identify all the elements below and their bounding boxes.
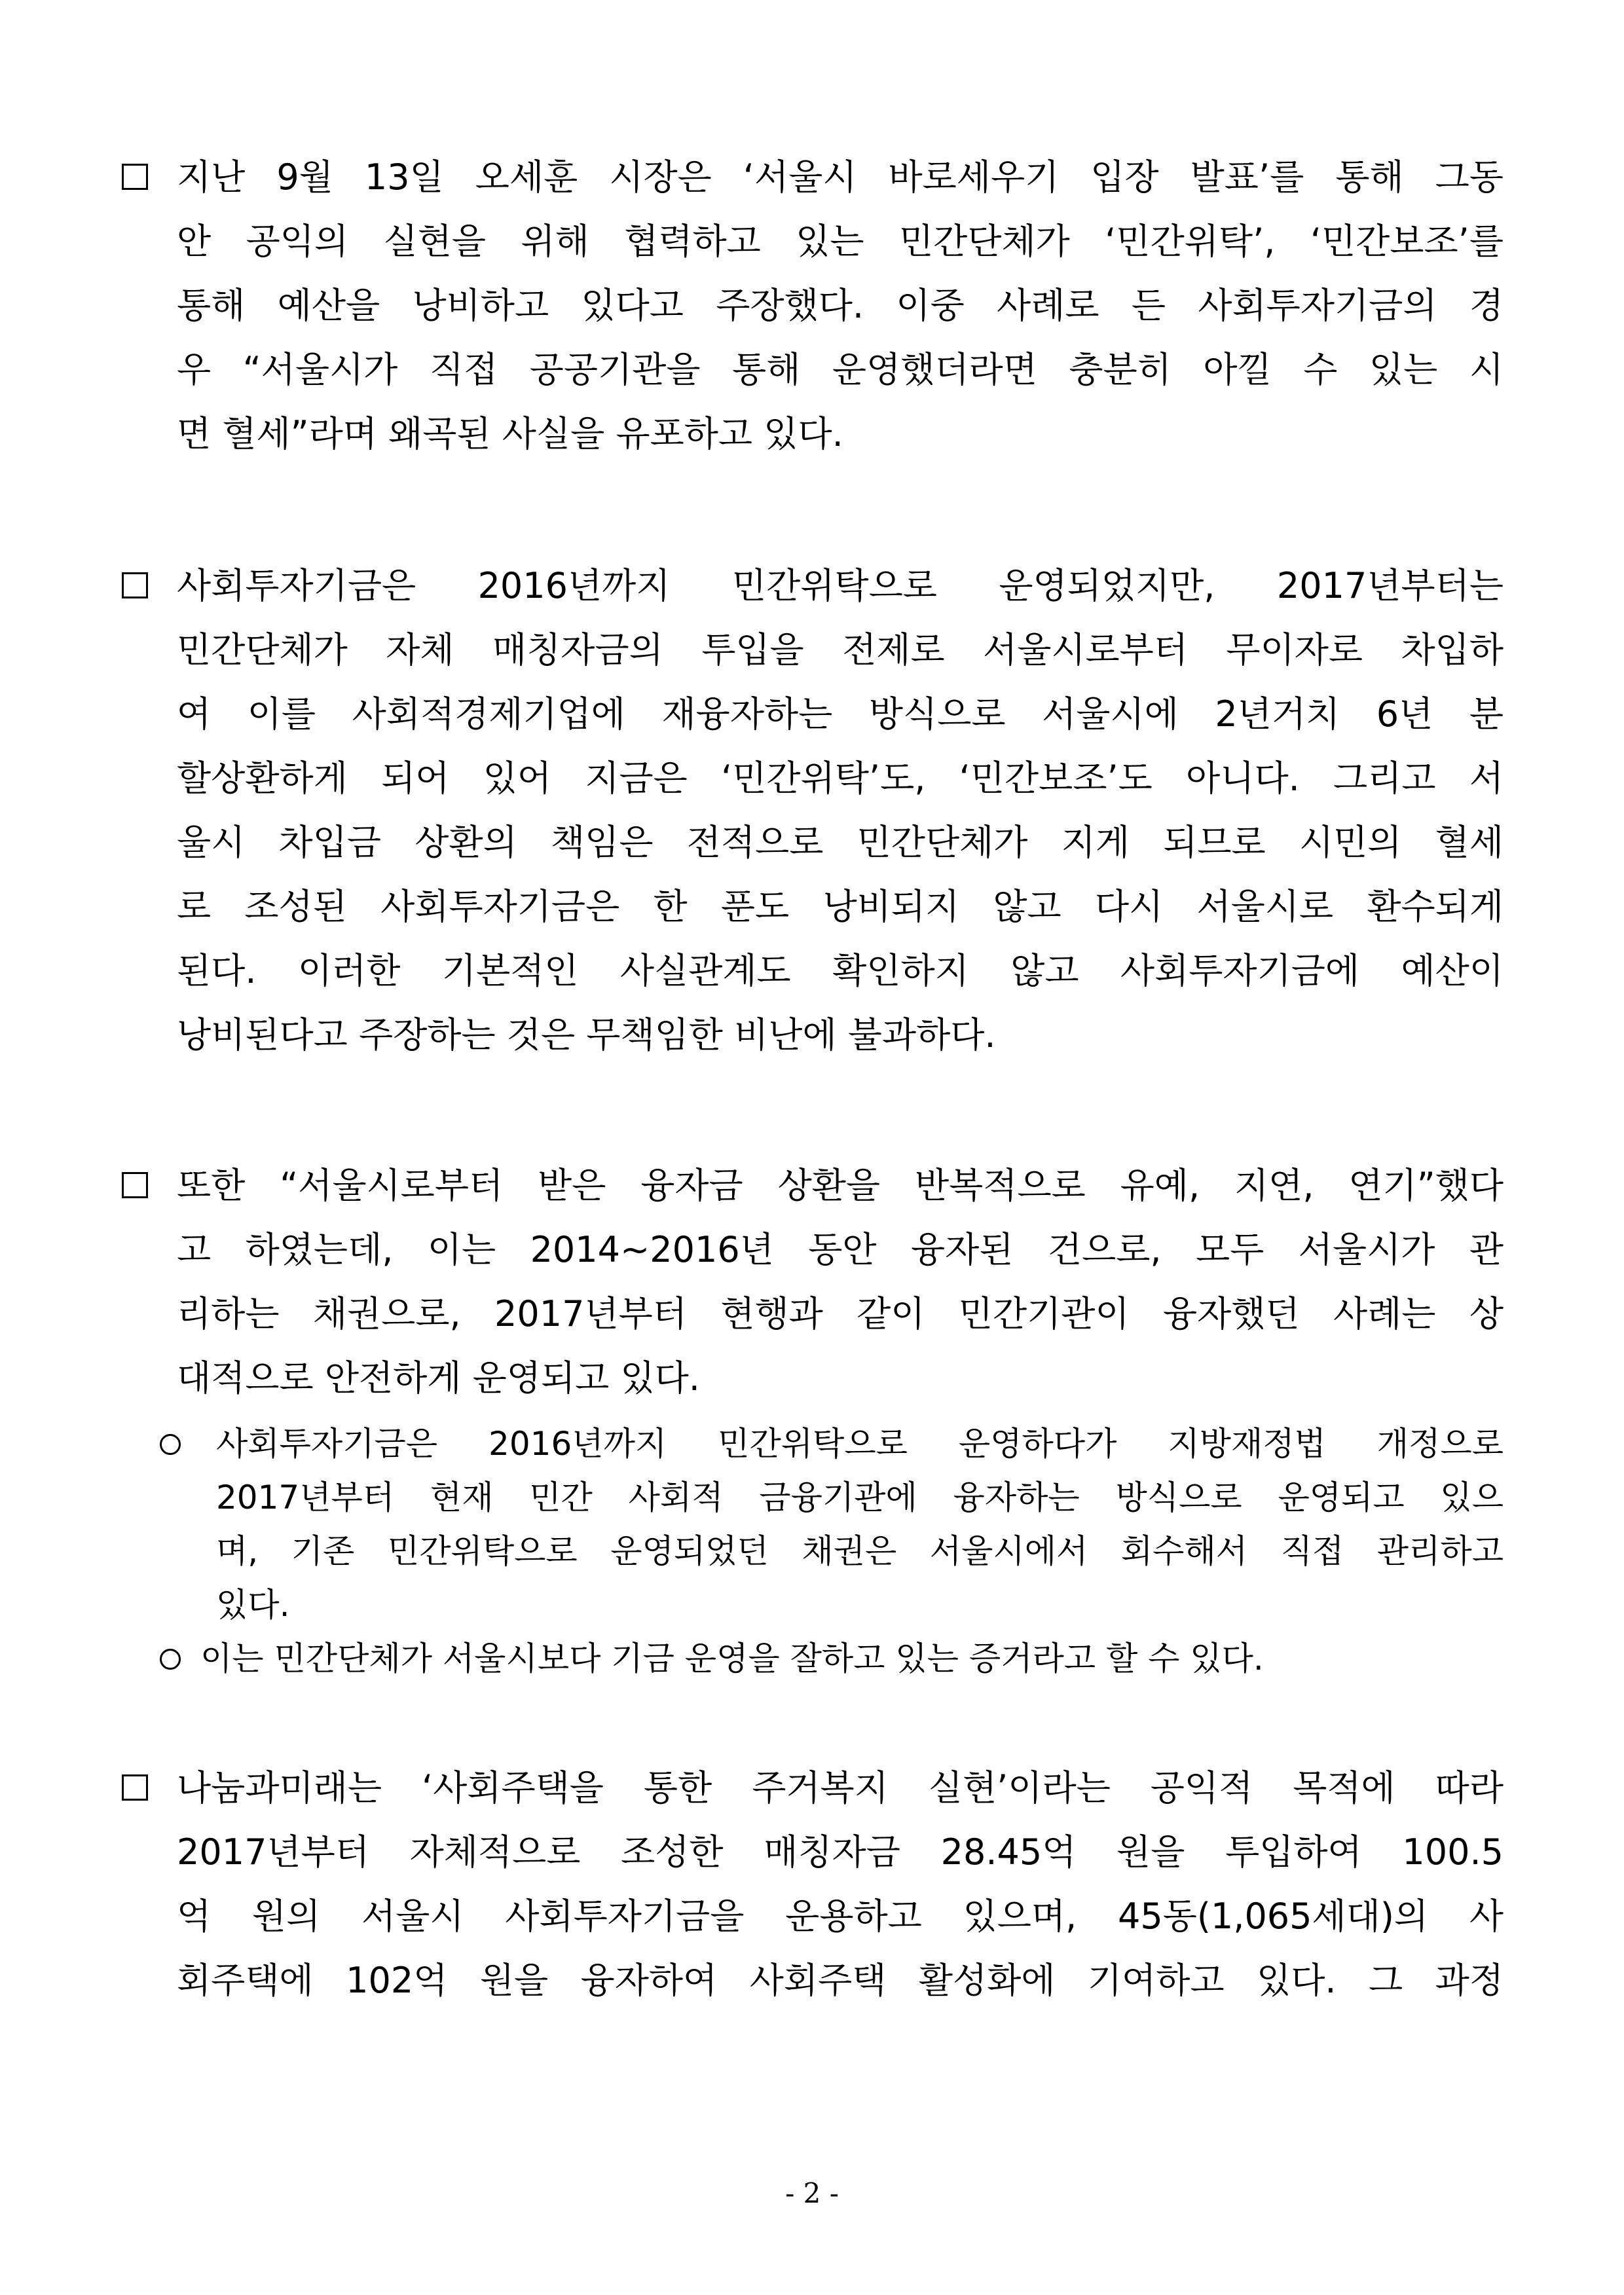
paragraph-line: 대적으로 안전하게 운영되고 있다. <box>177 1357 700 1399</box>
paragraph-line: 로 조성된 사회투자기금은 한 푼도 낭비되지 않고 다시 서울시로 환수되게 <box>177 886 1504 927</box>
sub-item-line: 사회투자기금은 2016년까지 민간위탁으로 운영하다가 지방재정법 개정으로 <box>216 1425 1504 1463</box>
paragraph-line: 여 이를 사회적경제기업에 재융자하는 방식으로 서울시에 2년거치 6년 분 <box>177 693 1504 735</box>
paragraph-line: 통해 예산을 낭비하고 있다고 주장했다. 이중 사례로 든 사회투자기금의 경 <box>177 285 1504 326</box>
paragraph-line: 지난 9월 13일 오세훈 시장은 ‘서울시 바로세우기 입장 발표’를 통해 그동 <box>177 156 1504 198</box>
paragraph-line: 울시 차입금 상환의 책임은 전적으로 민간단체가 지게 되므로 시민의 혈세 <box>177 822 1504 863</box>
paragraph-line: 고 하였는데, 이는 2014~2016년 동안 융자된 건으로, 모두 서울시가 관 <box>177 1229 1504 1270</box>
paragraph-line: 회주택에 102억 원을 융자하여 사회주택 활성화에 기여하고 있다. 그 과정 <box>177 1960 1504 2001</box>
paragraph-line: 나눔과미래는 ‘사회주택을 통한 주거복지 실현’이라는 공익적 목적에 따라 <box>177 1767 1504 1808</box>
paragraph-line: 또한 “서울시로부터 받은 융자금 상환을 반복적으로 유예, 지연, 연기”했다 <box>177 1165 1504 1206</box>
circle-bullet-icon <box>160 1434 181 1455</box>
paragraph-line: 된다. 이러한 기본적인 사실관계도 확인하지 않고 사회투자기금에 예산이 <box>177 950 1504 991</box>
square-bullet-icon <box>122 572 148 598</box>
page-number: - 2 - <box>785 2177 839 2209</box>
sub-item-line: 2017년부터 현재 민간 사회적 금융기관에 융자하는 방식으로 운영되고 있으 <box>216 1478 1504 1516</box>
paragraph-line: 민간단체가 자체 매칭자금의 투입을 전제로 서울시로부터 무이자로 차입하 <box>177 629 1504 670</box>
square-bullet-icon <box>122 164 148 190</box>
sub-item-line: 있다. <box>216 1586 290 1624</box>
paragraph-line: 할상환하게 되어 있어 지금은 ‘민간위탁’도, ‘민간보조’도 아니다. 그리고 서 <box>177 758 1504 799</box>
paragraph-line: 낭비된다고 주장하는 것은 무책임한 비난에 불과하다. <box>177 1014 996 1056</box>
paragraph-line: 리하는 채권으로, 2017년부터 현행과 같이 민간기관이 융자했던 사례는 상 <box>177 1293 1504 1334</box>
paragraph-line: 억 원의 서울시 사회투자기금을 운용하고 있으며, 45동(1,065세대)의 사 <box>177 1896 1504 1937</box>
square-bullet-icon <box>122 1172 148 1198</box>
paragraph-line: 면 혈세”라며 왜곡된 사실을 유포하고 있다. <box>177 413 843 454</box>
paragraph-line: 우 “서울시가 직접 공공기관을 통해 운영했더라면 충분히 아낄 수 있는 시 <box>177 349 1504 390</box>
sub-item-line: 며, 기존 민간위탁으로 운영되었던 채권은 서울시에서 회수해서 직접 관리하고 <box>216 1532 1504 1570</box>
paragraph-line: 안 공익의 실현을 위해 협력하고 있는 민간단체가 ‘민간위탁’, ‘민간보조’를 <box>177 221 1504 262</box>
paragraph-line: 2017년부터 자체적으로 조성한 매칭자금 28.45억 원을 투입하여 100.5 <box>177 1831 1504 1873</box>
sub-item-line: 이는 민간단체가 서울시보다 기금 운영을 잘하고 있는 증거라고 할 수 있다. <box>200 1640 1264 1678</box>
square-bullet-icon <box>122 1774 148 1801</box>
paragraph-line: 사회투자기금은 2016년까지 민간위탁으로 운영되었지만, 2017년부터는 <box>177 565 1504 606</box>
circle-bullet-icon <box>160 1649 181 1670</box>
